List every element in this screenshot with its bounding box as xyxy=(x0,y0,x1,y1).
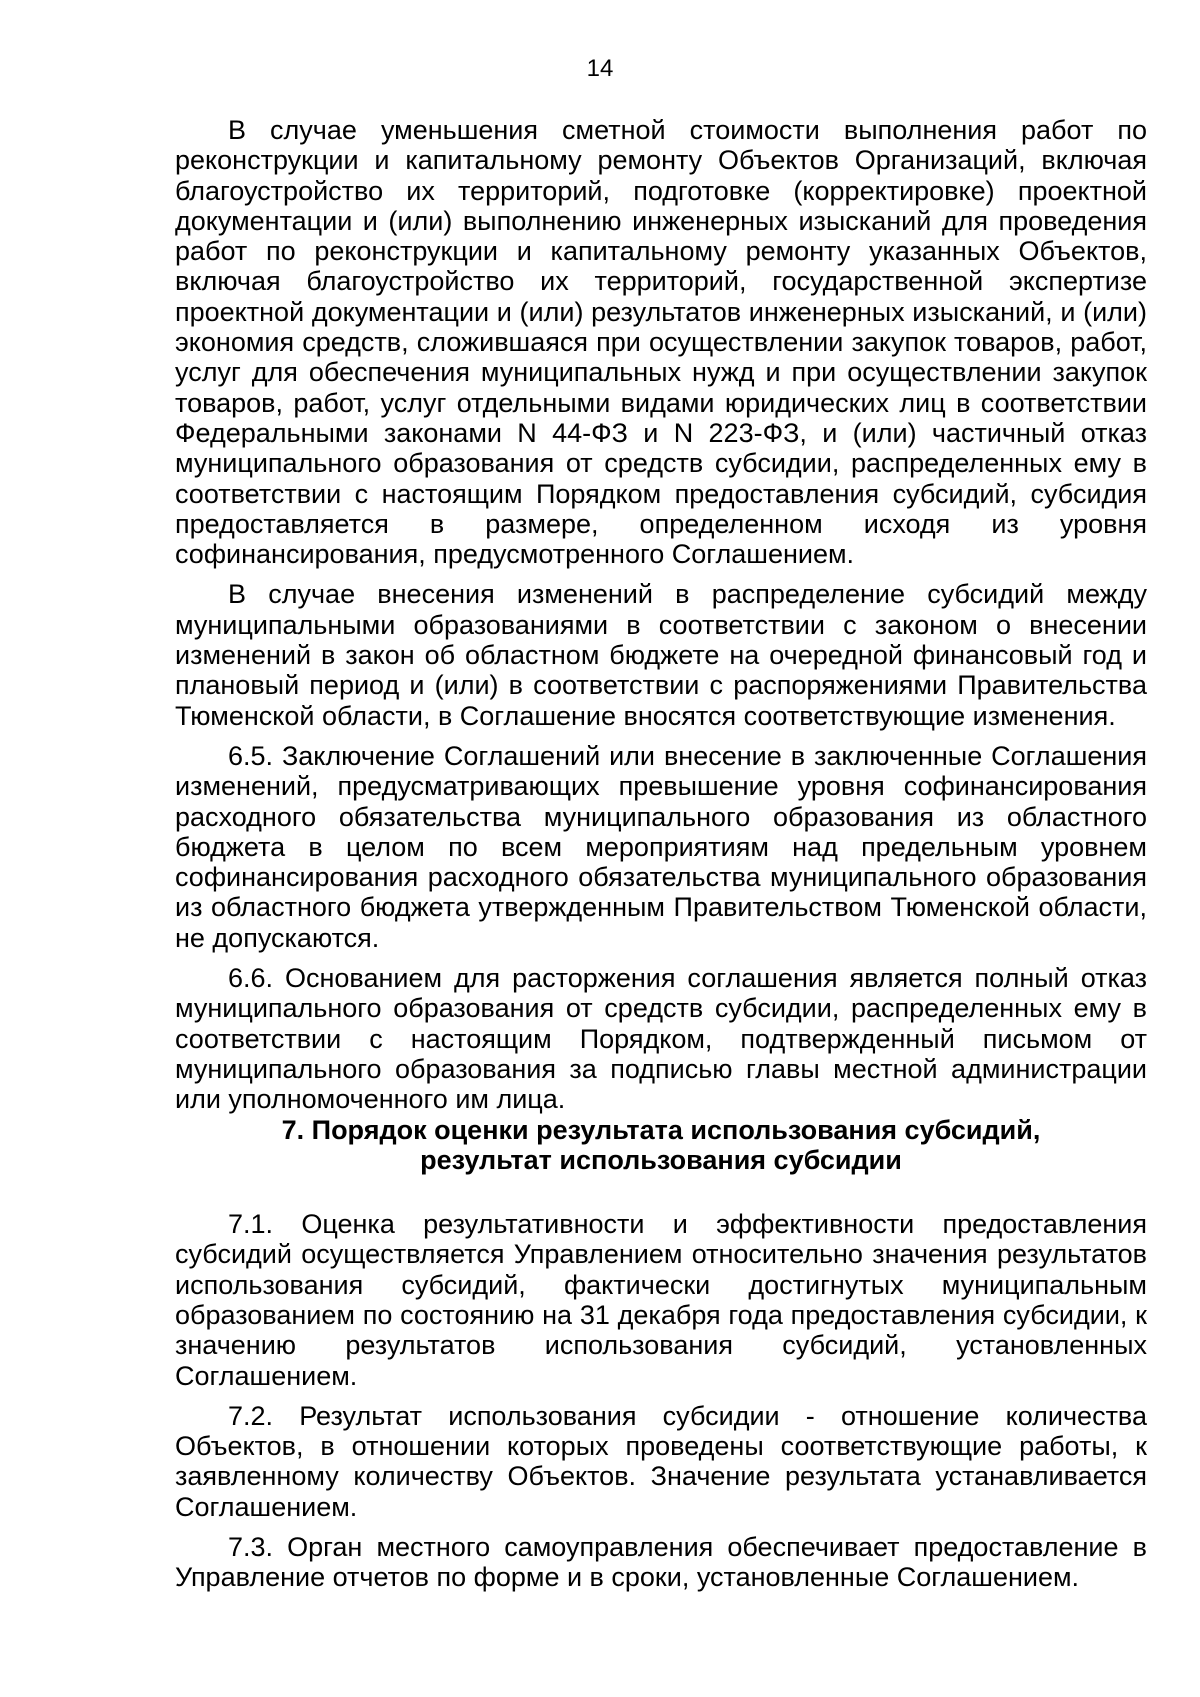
section-7-heading xyxy=(175,1115,1147,1176)
section-7-heading-line-2: результат использования субсидии xyxy=(420,1144,902,1175)
document-body xyxy=(175,115,1147,1603)
paragraph-7-3: 7.3. Орган местного самоуправления обеспечивает предоставление в Управление отчетов по форме и в сроки, установленные Соглашением. xyxy=(175,1532,1147,1593)
paragraph-6-5: 6.5. Заключение Соглашений или внесение в заключенные Соглашения изменений, предусматривающих превышение уровня софинансирования расходного обязательства муниципального образования из областного бюджета в целом по всем мероприятиям над предельным уровнем софинансирования расходного обязательства муниципального образования из областного бюджета утвержденным Правительством Тюменской области, не допускаются. xyxy=(175,740,1147,953)
paragraph-subsidy-reduction: В случае уменьшения сметной стоимости выполнения работ по реконструкции и капитальному ремонту Объектов Организаций, включая благоустройство их территорий, подготовке (корректировке) проектной документации и (или) выполнению инженерных изысканий для проведения работ по реконструкции и капитальному ремонту указанных Объектов, включая благоустройство их территорий, государственной экспертизе проектной документации и (или) результатов инженерных изысканий, и (или) экономия средств, сложившаяся при осуществлении закупок товаров, работ, услуг для обеспечения муниципальных нужд и при осуществлении закупок товаров, работ, услуг отдельными видами юридических лиц в соответствии Федеральными законами N 44-ФЗ и N 223-ФЗ, и (или) частичный отказ муниципального образования от средств субсидии, распределенных ему в соответствии с настоящим Порядком предоставления субсидий, субсидия предоставляется в размере, определенном исходя из уровня софинансирования, предусмотренного Соглашением. xyxy=(175,115,1147,570)
paragraph-7-2: 7.2. Результат использования субсидии - отношение количества Объектов, в отношении которых проведены соответствующие работы, к заявленному количеству Объектов. Значение результата устанавливается Соглашением. xyxy=(175,1400,1147,1522)
page-number: 14 xyxy=(586,55,614,82)
section-7-heading-line-1: 7. Порядок оценки результата использования субсидий, xyxy=(281,1114,1041,1145)
paragraph-7-1: 7.1. Оценка результативности и эффективности предоставления субсидий осуществляется Управлением относительно значения результатов использования субсидий, фактически достигнутых муниципальным образованием по состоянию на 31 декабря года предоставления субсидии, к значению результатов использования субсидий, установленных Соглашением. xyxy=(175,1209,1147,1391)
paragraph-6-6: 6.6. Основанием для расторжения соглашения является полный отказ муниципального образования от средств субсидии, распределенных ему в соответствии с настоящим Порядком, подтвержденный письмом от муниципального образования за подписью главы местной администрации или уполномоченного им лица. xyxy=(175,963,1147,1115)
paragraph-distribution-changes: В случае внесения изменений в распределение субсидий между муниципальными образованиями в соответствии с законом о внесении изменений в закон об областном бюджете на очередной финансовый год и плановый период и (или) в соответствии с распоряжениями Правительства Тюменской области, в Соглашение вносятся соответствующие изменения. xyxy=(175,579,1147,731)
